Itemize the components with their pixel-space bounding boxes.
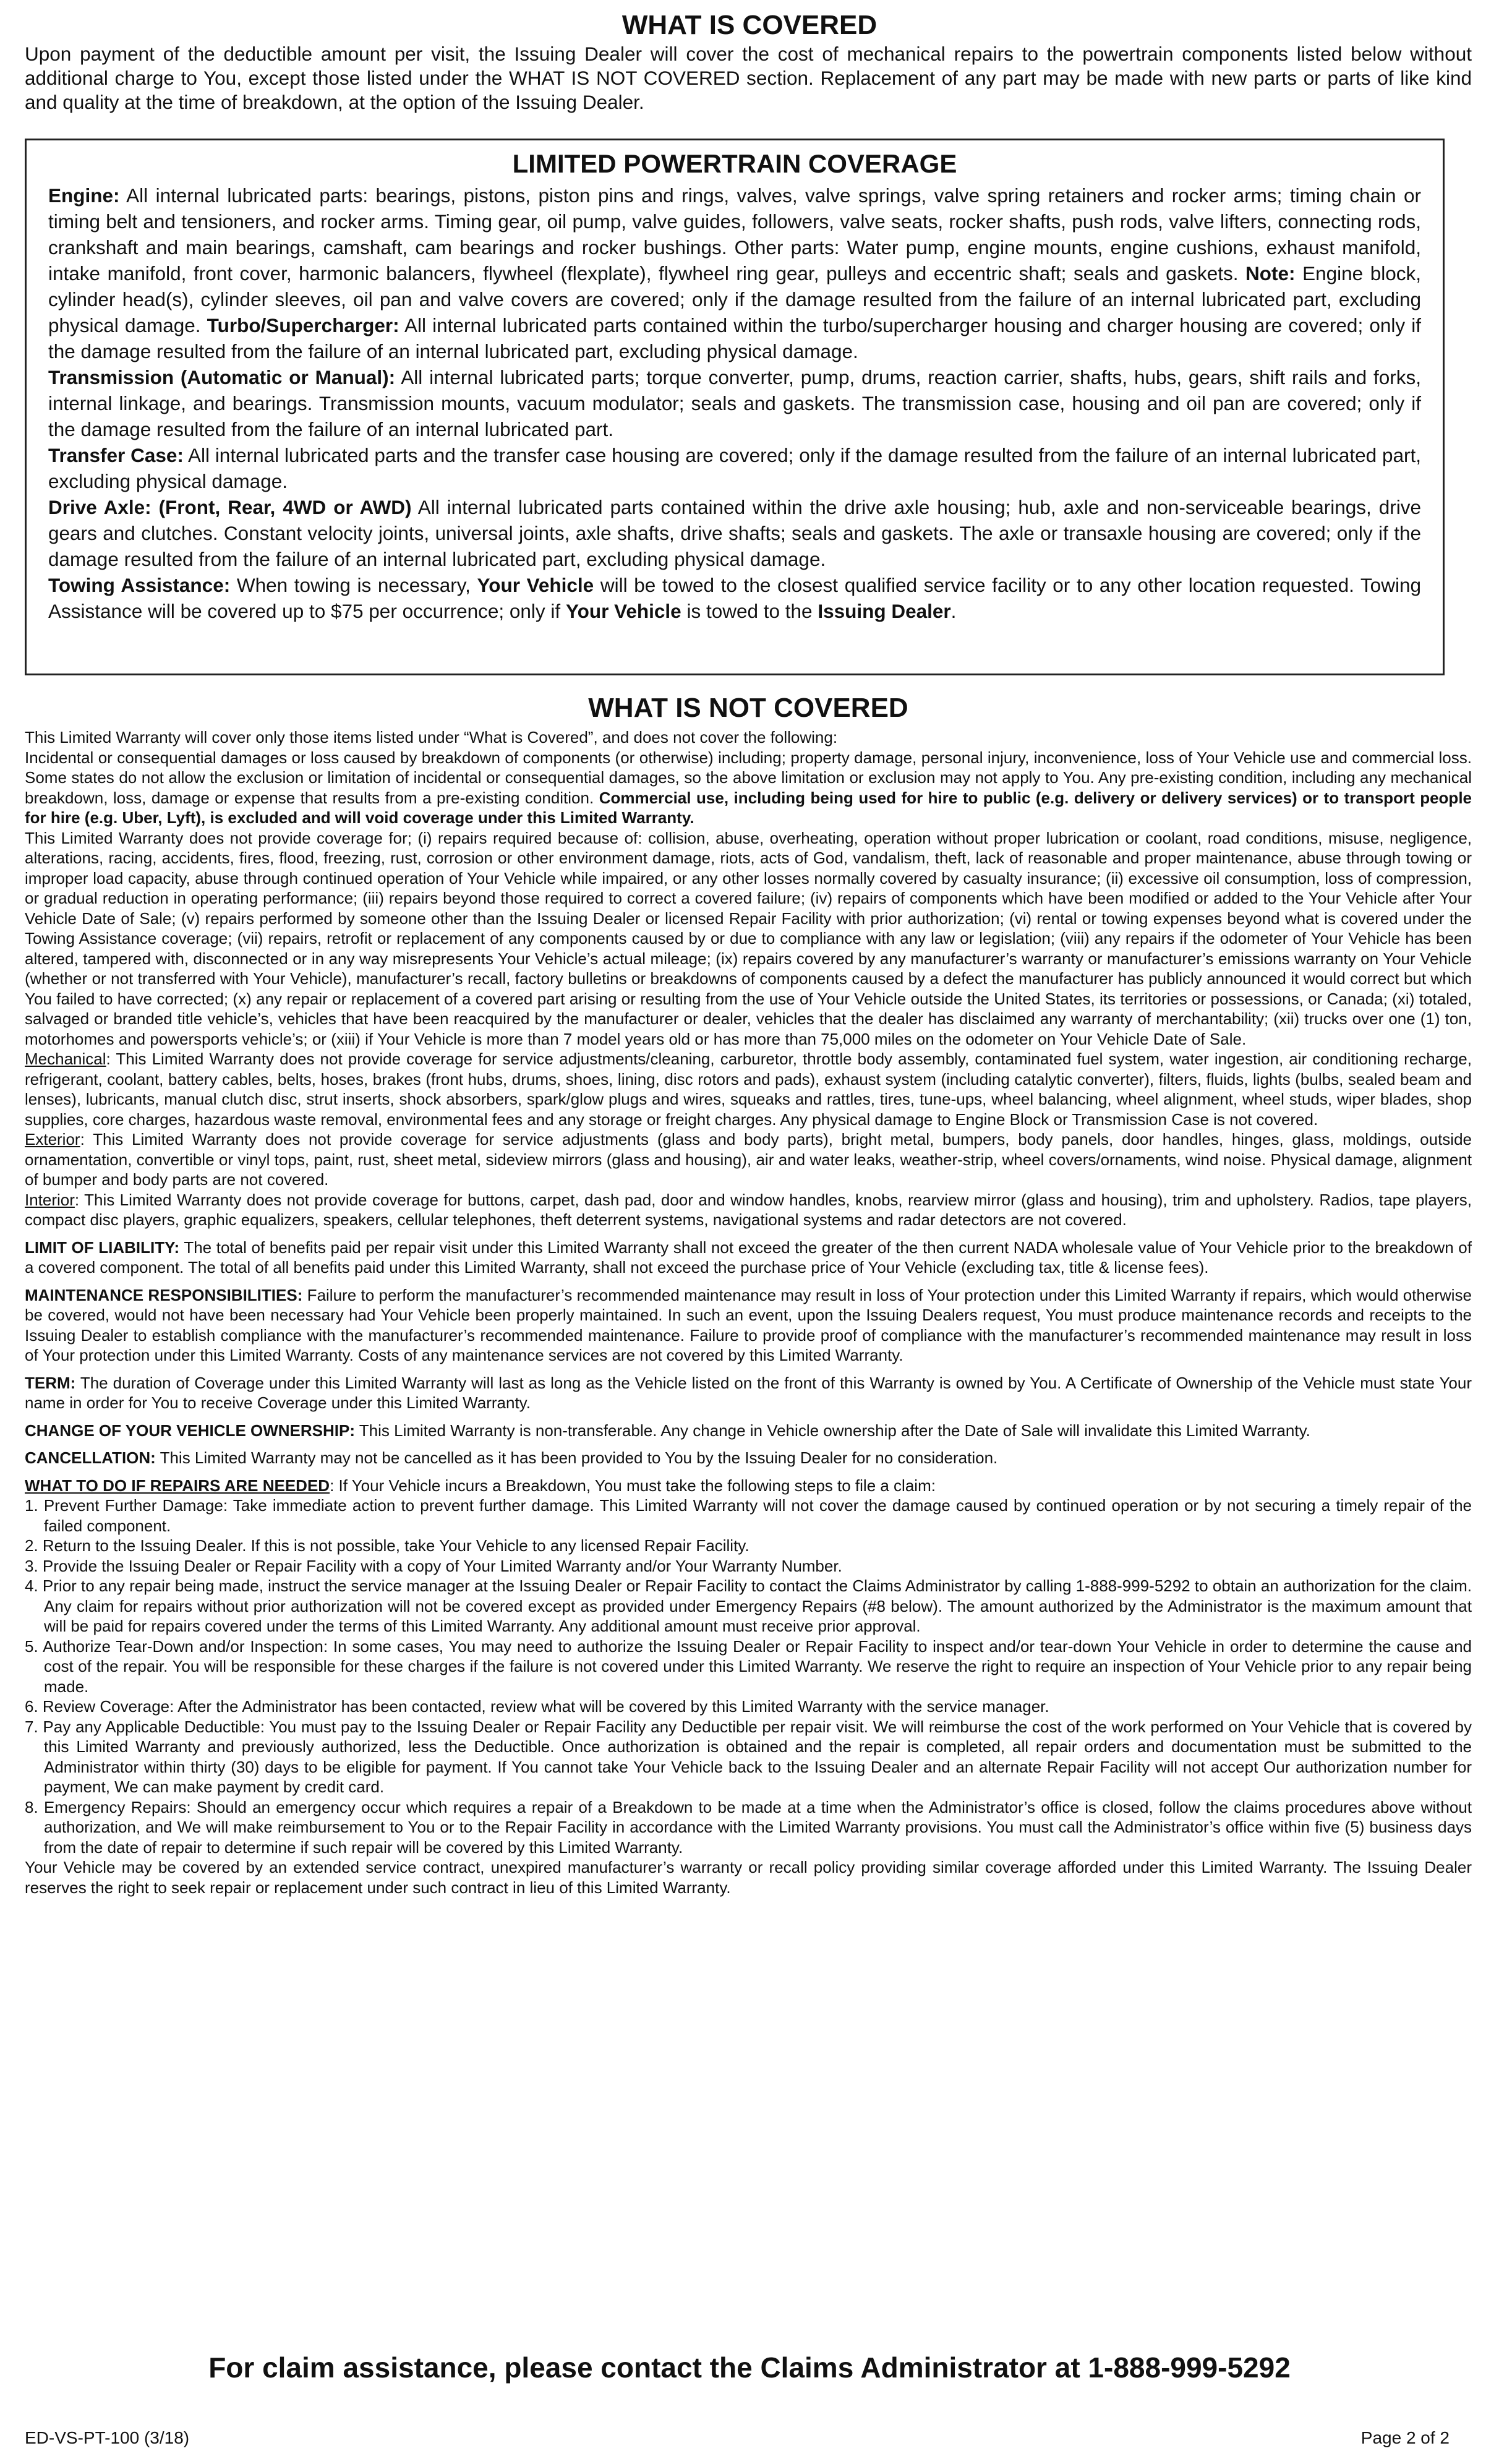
maintenance-responsibilities (25, 1285, 1472, 1366)
towing-bold-2: Your Vehicle (565, 600, 681, 622)
mechanical-label: Mechanical (25, 1050, 106, 1068)
not-covered-section (25, 693, 1472, 1897)
repairs-needed-text: : If Your Vehicle incurs a Breakdown, You must take the following steps to file a claim: (330, 1476, 936, 1495)
repairs-needed-label: WHAT TO DO IF REPAIRS ARE NEEDED (25, 1476, 330, 1495)
covered-intro: Upon payment of the deductible amount per visit, the Issuing Dealer will cover the cost of mechanical repairs to the powertrain components listed below without additional charge to You, except those listed under the WHAT IS NOT COVERED section. Replacement of any part may be made with new parts or parts of like kind and quality at the time of breakdown, at the option of the Issuing Dealer. (25, 43, 1472, 113)
incidental-text: Incidental or consequential damages or loss caused by breakdown of components (or otherwise) including; property damage, personal injury, inconvenience, loss of Your Vehicle use and commercial loss. Some states do not allow the exclusion or limitation of incidental or consequential damages, so the above limitation or exclusion may not apply to You. Any pre-existing condition, including any mechanical breakdown, loss, damage or expense that results from a pre-existing condition. (25, 748, 1472, 807)
term-text: The duration of Coverage under this Limited Warranty will last as long as the Vehicle listed on the front of this Warranty is owned by You. A Certificate of Ownership of the Vehicle must state Your name in order for You to receive Coverage under this Limited Warranty. (25, 1373, 1472, 1412)
incidental-paragraph (25, 748, 1472, 828)
transfer-case-text: All internal lubricated parts and the transfer case housing are covered; only if the damage resulted from the failure of an internal lubricated part, excluding physical damage. (48, 444, 1421, 492)
repairs-exclusions: This Limited Warranty does not provide coverage for; (i) repairs required because of: collision, abuse, overheating, operation without proper lubrication or coolant, road conditions, misuse, negligence, alterations, racing, accidents, fires, flood, freezing, rust, corrosion or other environment damage, riots, acts of God, vandalism, theft, lack of reasonable and proper maintenance, abuse through towing or improper load capacity, abuse through continued operation of Your Vehicle while impaired, or any other losses normally covered by casualty insurance; (ii) excessive oil consumption, loss of compression, or gradual reduction in operating performance; (iii) repairs beyond those required to correct a covered failure; (iv) repairs of components which have been modified or added to the Your Vehicle after Your Vehicle Date of Sale; (v) repairs performed by someone other than the Issuing Dealer or licensed Repair Facility with prior authorization; (vi) rental or towing expenses beyond what is covered under the Towing Assistance coverage; (vii) repairs, retrofit or replacement of any components caused by or due to compliance with any law or legislation; (viii) any repairs if the odometer of Your Vehicle has been altered, tampered with, disconnected or in any way misrepresents Your Vehicle’s actual mileage; (ix) repairs covered by any manufacturer’s warranty or manufacturer’s emissions warranty on Your Vehicle (whether or not transferred with Your Vehicle), manufacturer’s recall, factory bulletins or breakdowns of components caused by a defect the manufacturer has publicly announced it would correct but which You failed to have corrected; (x) any repair or replacement of a covered part arising or resulting from the use of Your Vehicle outside the United States, its territories or possessions, or Canada; (xi) totaled, salvaged or branded title vehicle’s, vehicles that have been reacquired by the manufacturer or dealer, vehicles that the dealer has disclaimed any warranty of merchantability; (xii) trucks over one (1) ton, motorhomes and powersports vehicle’s; or (xiii) if Your Vehicle is more than 7 model years old or has more than 75,000 miles on the odometer on Your Vehicle Date of Sale. (25, 828, 1472, 1048)
not-covered-lead: This Limited Warranty will cover only those items listed under “What is Covered”, and does not cover the following: (25, 728, 838, 746)
transmission-text: All internal lubricated parts; torque converter, pump, drums, reaction carrier, shafts, hubs, gears, shift rails and forks, internal linkage, and bearings. Transmission mounts, vacuum modulator; seals and gaskets. The transmission case, housing and oil pan are covered; only if the damage resulted from the failure of an internal lubricated part. (48, 366, 1421, 440)
exterior-exclusions (25, 1129, 1472, 1190)
ownership-text: This Limited Warranty is non-transferable. Any change in Vehicle ownership after the Date of Sale will invalidate this Limited Warranty. (355, 1421, 1310, 1440)
engine-text: All internal lubricated parts: bearings, pistons, piston pins and rings, valves, valve springs, valve spring retainers and rocker arms; timing chain or timing belt and tensioners, and rocker arms. Timing gear, oil pump, valve guides, followers, valve seats, rocker shafts, push rods, valve lifters, connecting rods, crankshaft and main bearings, camshaft, cam bearings and rocker bushings. Other parts: Water pump, engine mounts, engine cushions, exhaust manifold, intake manifold, front cover, harmonic balancers, flywheel (flexplate), flywheel ring gear, pulleys and eccentric shaft; seals and gaskets. (48, 184, 1421, 284)
powertrain-heading: LIMITED POWERTRAIN COVERAGE (512, 149, 957, 178)
commercial-use-text: Commercial use, including being used for hire to public (e.g. delivery or delivery services) or to transport people for hire (e.g. Uber, Lyft), is excluded and will void coverage under this Limited Warranty. (25, 788, 1472, 827)
closing-paragraph: Your Vehicle may be covered by an extended service contract, unexpired manufacturer’s warranty or recall policy providing similar coverage afforded under this Limited Warranty. The Issuing Dealer reserves the right to seek repair or replacement under such contract in lieu of this Limited Warranty. (25, 1858, 1472, 1897)
engine-section (48, 182, 1421, 364)
claim-step: 7. Pay any Applicable Deductible: You must pay to the Issuing Dealer or Repair Facility any Deductible per repair visit. We will reimburse the cost of the work performed on Your Vehicle that is covered by this Limited Warranty and previously authorized, less the Deductible. Once authorization is obtained and the repair is completed, all repair orders and documentation must be submitted to the Administrator within thirty (30) days to be eligible for payment. If You cannot take Your Vehicle back to the Issuing Dealer and an alternate Repair Facility will not accept Our authorization number for payment, We can make payment by credit card. (25, 1717, 1472, 1796)
transfer-case-section (48, 442, 1421, 494)
claim-step: 8. Emergency Repairs: Should an emergency occur which requires a repair of a Breakdown to be made at a time when the Administrator’s office is closed, follow the claims procedures above without authorization, and We will make reimbursement to You or to the Repair Facility in accordance with the Limited Warranty provisions. You must call the Administrator’s office within five (5) business days from the date of repair to determine if such repair will be covered by this Limited Warranty. (25, 1797, 1472, 1857)
drive-axle-text: All internal lubricated parts contained within the drive axle housing; hub, axle and non-serviceable bearings, drive gears and clutches. Constant velocity joints, universal joints, axle shafts, drive shafts; seals and gaskets. The axle or transaxle housing are covered; only if the damage resulted from the failure of an internal lubricated part, excluding physical damage. (48, 496, 1422, 570)
engine-label: Engine: (48, 184, 120, 207)
powertrain-details (48, 182, 1421, 624)
term-label: TERM: (25, 1373, 76, 1392)
transmission-label: Transmission (Automatic or Manual): (48, 366, 396, 388)
turbo-label: Turbo/Supercharger: (207, 314, 399, 336)
repairs-needed-intro (25, 1476, 1472, 1496)
maintenance-label: MAINTENANCE RESPONSIBILITIES: (25, 1285, 303, 1304)
limit-of-liability (25, 1238, 1472, 1278)
towing-text-3: is towed to the (681, 600, 818, 622)
claim-steps-list (25, 1495, 1472, 1857)
claim-step: 5. Authorize Tear-Down and/or Inspection: In some cases, You may need to authorize the Issuing Dealer or Repair Facility to inspect and/or tear-down Your Vehicle in order to determine the cause and cost of the repair. You will be responsible for these charges if the failure is not covered under this Limited Warranty. We reserve the right to require an inspection of Your Vehicle prior to any repair being made. (25, 1636, 1472, 1696)
not-covered-body (25, 727, 1472, 1897)
exterior-text: : This Limited Warranty does not provide coverage for service adjustments (glass and body parts), bright metal, bumpers, body panels, door handles, hinges, glass, moldings, outside ornamentation, convertible or vinyl tops, paint, rust, sheet metal, sideview mirrors (glass and housing), air and water leaks, weather-strip, wheel covers/ornaments, wind noise. Physical damage, alignment of bumper and body parts are not covered. (25, 1130, 1472, 1189)
term-section (25, 1373, 1472, 1413)
claim-step: 2. Return to the Issuing Dealer. If this is not possible, take Your Vehicle to any licensed Repair Facility. (25, 1536, 750, 1555)
cancellation-section (25, 1448, 1472, 1468)
engine-note-text: Engine block, cylinder head(s), cylinder sleeves, oil pan and valve covers are covered; only if the damage resulted from the failure of an internal lubricated part, excluding physical damage. (48, 262, 1421, 336)
engine-note-label: Note: (1245, 262, 1296, 284)
ownership-label: CHANGE OF YOUR VEHICLE OWNERSHIP: (25, 1421, 356, 1440)
mechanical-exclusions (25, 1049, 1472, 1129)
interior-exclusions (25, 1190, 1472, 1230)
drive-axle-section (48, 494, 1421, 572)
towing-text-2: will be towed to the closest qualified service facility or to any other location requested. Towing Assistance will be covered up to $75 per occurrence; only if (48, 574, 1421, 622)
transmission-section (48, 364, 1421, 442)
exterior-label: Exterior (25, 1130, 80, 1149)
claim-step: 1. Prevent Further Damage: Take immediate action to prevent further damage. This Limited Warranty will not cover the damage caused by continued operation or by not securing a timely repair of the failed component. (25, 1496, 1472, 1535)
liability-label: LIMIT OF LIABILITY: (25, 1238, 180, 1257)
mechanical-text: : This Limited Warranty does not provide coverage for service adjustments/cleaning, carburetor, throttle body assembly, contaminated fuel system, water ingestion, air conditioning recharge, refrigerant, coolant, battery cables, belts, hoses, brakes (front hubs, drums, shoes, lining, disc rotors and pads), exhaust system (including catalytic converter), filters, fluids, lights (bulbs, sealed beam and lenses), lubricants, manual clutch disc, strut inserts, shock absorbers, spark/glow plugs and wires, squeaks and rattles, tires, tune-ups, wheel balancing, wheel alignment, wheel studs, wiper blades, shop supplies, core charges, hazardous waste removal, environmental fees and any storage or freight charges. Any physical damage to Engine Block or Transmission Case is not covered. (25, 1050, 1472, 1129)
towing-text-1: When towing is necessary, (230, 574, 477, 596)
cancellation-text: This Limited Warranty may not be cancelled as it has been provided to You by the Issuing Dealer for no consideration. (155, 1448, 998, 1467)
towing-section (48, 572, 1421, 624)
interior-label: Interior (25, 1190, 75, 1209)
cancellation-label: CANCELLATION: (25, 1448, 156, 1467)
liability-text: The total of benefits paid per repair visit under this Limited Warranty shall not exceed the greater of the then current NADA wholesale value of Your Vehicle prior to the breakdown of a covered component. The total of all benefits paid under this Limited Warranty, shall not exceed the purchase price of Your Vehicle (excluding tax, title & license fees). (25, 1238, 1472, 1277)
ownership-change-section (25, 1421, 1472, 1441)
claim-assistance-contact: For claim assistance, please contact the Claims Administrator at 1-888-999-5292 (208, 2351, 1291, 2384)
drive-axle-label: Drive Axle: (Front, Rear, 4WD or AWD) (48, 496, 412, 518)
towing-label: Towing Assistance: (48, 574, 231, 596)
claim-step: 4. Prior to any repair being made, instruct the service manager at the Issuing Dealer or Repair Facility to contact the Claims Administrator by calling 1-888-999-5292 to obtain an authorization for the claim. Any claim for repairs without prior authorization will not be covered except as provided under Emergency Repairs (#8 below). The amount authorized by the Administrator is the maximum amount that will be paid for repairs covered under the terms of this Limited Warranty. Any additional amount must receive prior approval. (25, 1576, 1472, 1635)
towing-bold-3: Issuing Dealer (818, 600, 951, 622)
limited-powertrain-coverage-box (25, 139, 1445, 675)
interior-text: : This Limited Warranty does not provide coverage for buttons, carpet, dash pad, door and window handles, knobs, rearview mirror (glass and housing), trim and upholstery. Radios, tape players, compact disc players, graphic equalizers, speakers, cellular telephones, theft deterrent systems, navigational systems and radar detectors are not covered. (25, 1190, 1472, 1229)
claim-step: 3. Provide the Issuing Dealer or Repair Facility with a copy of Your Limited Warranty and/or Your Warranty Number. (25, 1556, 842, 1575)
towing-text-4: . (950, 600, 957, 622)
turbo-text: All internal lubricated parts contained within the turbo/supercharger housing and charger housing are covered; only if the damage resulted from the failure of an internal lubricated part, excluding physical damage. (48, 314, 1421, 362)
maintenance-text: Failure to perform the manufacturer’s recommended maintenance may result in loss of Your protection under this Limited Warranty if repairs, which would otherwise be covered, would not have been necessary had Your Vehicle been properly maintained. In such an event, upon the Issuing Dealers request, You must produce maintenance records and receipts to the Issuing Dealer to establish compliance with the manufacturer’s recommended maintenance. Failure to provide proof of compliance with the manufacturer’s recommended maintenance may result in loss of Your protection under this Limited Warranty. Costs of any maintenance services are not covered by this Limited Warranty. (25, 1285, 1472, 1364)
not-covered-heading: WHAT IS NOT COVERED (588, 693, 908, 723)
form-code: ED-VS-PT-100 (3/18) (25, 2428, 190, 2447)
transfer-case-label: Transfer Case: (48, 444, 184, 466)
claim-step: 6. Review Coverage: After the Administrator has been contacted, review what will be covered by this Limited Warranty with the service manager. (25, 1697, 1049, 1716)
covered-heading: WHAT IS COVERED (621, 10, 878, 40)
towing-bold-1: Your Vehicle (477, 574, 594, 596)
page-number: Page 2 of 2 (1360, 2428, 1450, 2447)
